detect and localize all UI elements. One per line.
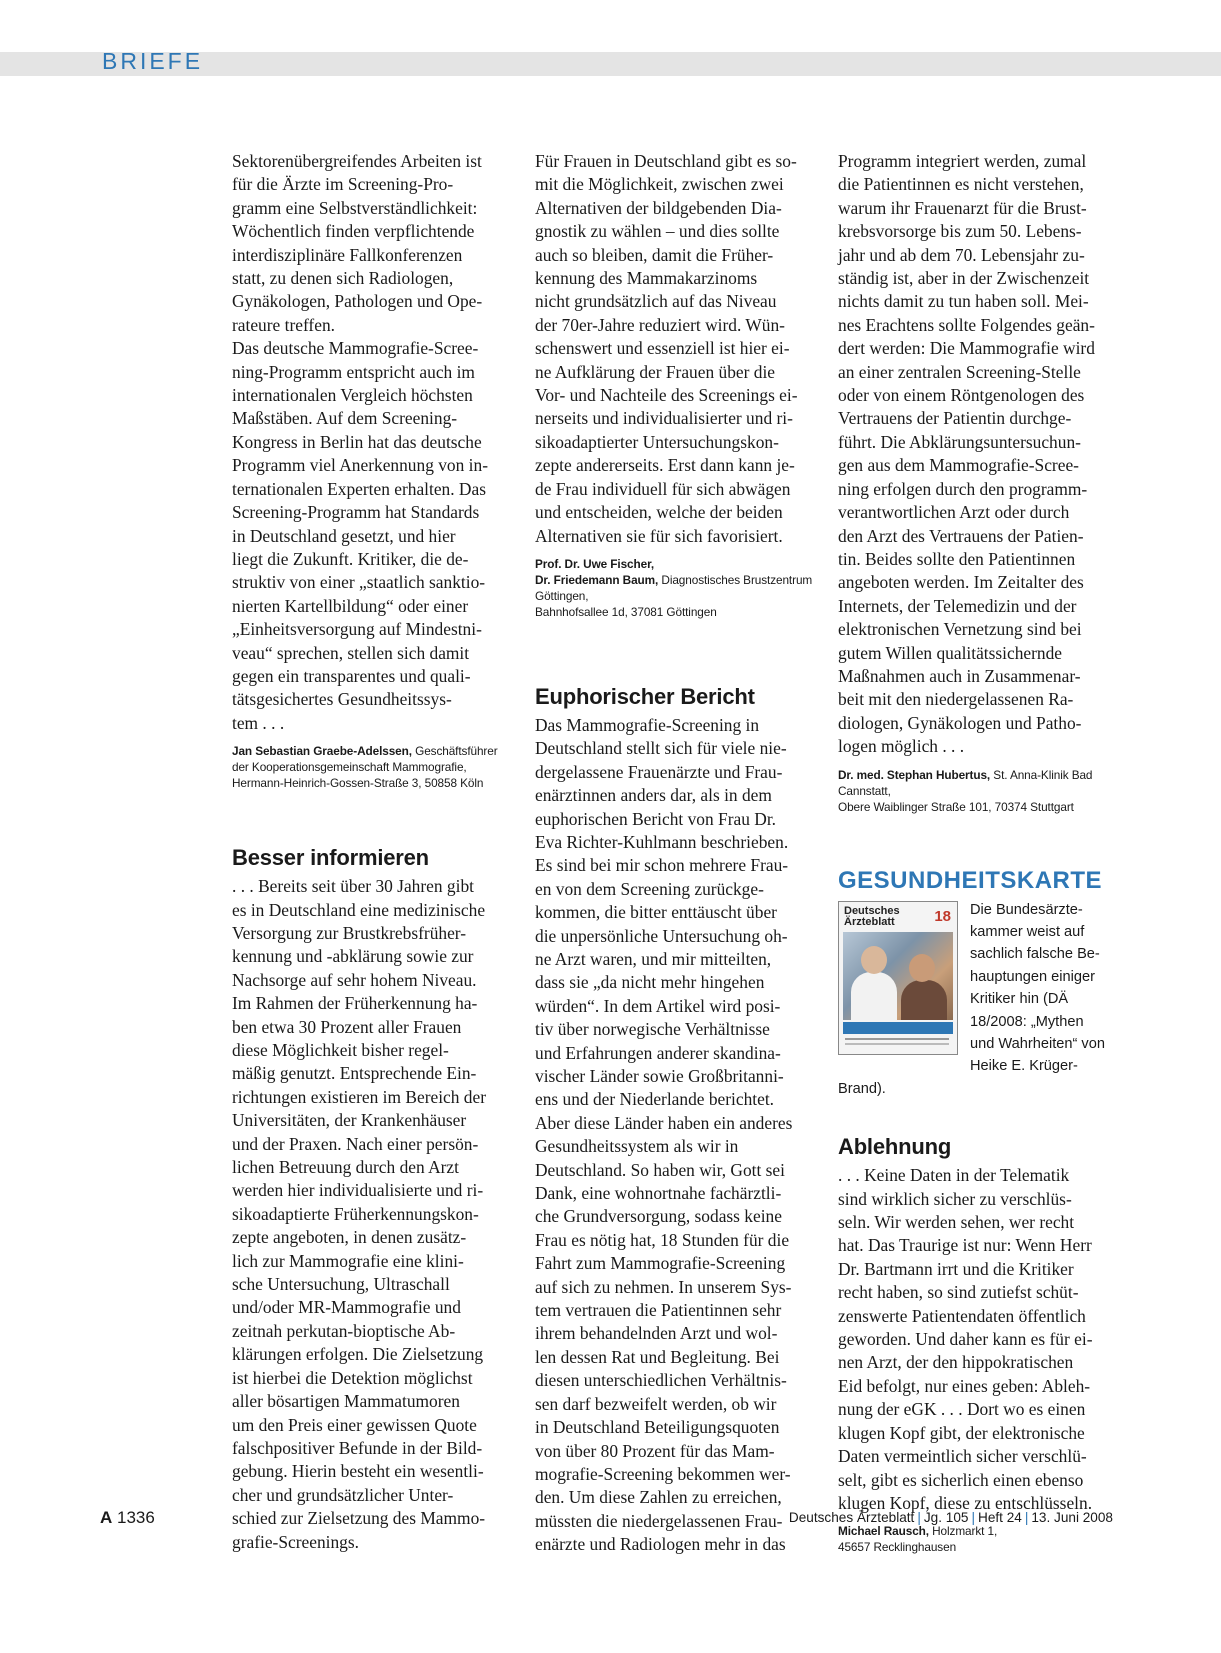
journal-date: 13. Juni 2008 bbox=[1031, 1510, 1113, 1525]
letter-2-signature bbox=[535, 556, 820, 620]
cover-text-lines bbox=[845, 1038, 949, 1040]
page-letter: A bbox=[100, 1508, 113, 1527]
gesundheitskarte-text-content: Die Bundesärzte- kammer weist auf sachlich falsche Be- hauptungen einiger Kritiker hin (DÄ 18/2008: „Mythen und Wahrheiten“ von Heike E. Krüger-Brand). bbox=[838, 901, 1105, 1097]
cover-masthead: Deutsches Ärzteblatt bbox=[844, 904, 900, 928]
letter-3-text: Das Mammografie-Screening in Deutschland stellt sich für viele nie- dergelassene Frauenärzte und Frau- enärztinnen anders dar, als in dem euphorischen Bericht von Frau Dr. Eva Richter-Kuhlmann beschrieben. Es sind bei mir schon mehrere Frau- en von dem Screening zurückge- kommen, die bitter enttäuscht über die unpersönliche Untersuchung oh- ne Arzt waren, und mir mitteilten, dass sie „da nicht mehr hingehen würden“. In dem Artikel wird posi- tiv über norwegische Verhältnisse und Erfahrungen anderer skandina- vischer Länder sowie Großbritanni- ens und der Niederlande berichtet. Aber diese Länder haben ein anderes Gesundheitssystem als wir in Deutschland. So haben wir, Gott sei Dank, eine wohnortnahe fachärztli- che Grundversorgung, sodass keine Frau es nötig hat, 18 Stunden für die Fahrt zum Mammografie-Screening auf sich zu nehmen. In unserem Sys- tem vertrauen die Patientinnen sehr ihrem behandelnden Arzt und wol- len dessen Rat und Begleitung. Bei diesen unterschiedlichen Verhältnis- sen darf bezweifelt werden, ob wir in Deutschland Beteiligungsquoten von über 80 Prozent für das Mam- mografie-Screening bekommen wer- den. Um diese Zahlen zu erreichen, müssten die niedergelassenen Frau- enärzte und Radiologen mehr in das bbox=[535, 714, 793, 1555]
letter-2-affiliation: Diagnostisches Brustzentrum Göttingen, Bahnhofsallee 1d, 37081 Göttingen bbox=[535, 572, 813, 619]
journal-footer: Deutsches Ärzteblatt | Jg. 105 | Heft 24 | 13. Juni 2008 bbox=[788, 1510, 1113, 1525]
journal-name: Deutsches Ärzteblatt bbox=[788, 1510, 915, 1525]
letter-3-text-continued: Programm integriert werden, zumal die Patientinnen es nicht verstehen, warum ihr Frauenarzt für die Brust- krebsvorsorge bis zum 50. Lebens- jahr und ab dem 70. Lebensjahr zu- ständig ist, aber in der Zwischenzeit nichts damit zu tun haben soll. Mei- nes Erachtens sollte Folgendes geän- dert werden: Die Mammografie wird an einer zentralen Screening-Stelle oder von einem Röntgenologen des Vertrauens der Patientin durchge- führt. Die Abklärungsuntersuchun- gen aus dem Mammografie-Scree- ning erfolgen durch den programm- verantwortlichen Arzt oder durch den Arzt des Vertrauens der Patien- tin. Beides sollte den Patientinnen angeboten werden. Im Zeitalter des Internets, der Telemedizin und der elektronischen Vernetzung sind bei gutem Willen qualitätssichernde Maßnahmen auch in Zusammenar- beit mit den niedergelassenen Ra- diologen, Gynäkologen und Patho- logen möglich . . . bbox=[838, 151, 1095, 757]
letter-3-author: Dr. med. Stephan Hubertus, bbox=[838, 767, 991, 782]
letter-2-text-continued: Für Frauen in Deutschland gibt es so- mit die Möglichkeit, zwischen zwei Alternativen der bildgebenden Dia- gnostik zu wählen – und dies sollte auch so bleiben, damit die Früher- kennung des Mammakarzinoms nicht grundsätzlich auf das Niveau der 70er-Jahre reduziert wird. Wün- schenswert und essenziell ist hier ei- ne Aufklärung der Frauen über die Vor- und Nachteile des Screenings ei- nerseits und individualisierter und ri- sikoadaptierter Untersuchungskon- zepte andererseits. Erst dann kann je- de Frau individuell für sich abwägen und entscheiden, welche der beiden Alternativen sie für sich favorisiert. bbox=[535, 151, 798, 546]
letter-2-text: . . . Bereits seit über 30 Jahren gibt es in Deutschland eine medizinische Versorgung zur Brustkrebsfrüher- kennung und -abklärung sowie zur Nachsorge auf sehr hohem Niveau. Im Rahmen der Früherkennung ha- ben etwa 30 Prozent aller Frauen diese Möglichkeit bisher regel- mäßig genutzt. Entsprechende Ein- richtungen existieren im Bereich der Universitäten, der Krankenhäuser und der Praxen. Nach einer persön- lichen Betreuung durch den Arzt werden hier individualisierte und ri- sikoadaptierte Früherkennungskon- zepte angeboten, in denen zusätz- lich zur Mammografie eine klini- sche Untersuchung, Ultraschall und/oder MR-Mammografie und zeitnah perkutan-bioptische Ab- klärungen erfolgen. Die Zielsetzung ist hierbei die Detektion möglichst aller bösartigen Mammatumoren um den Preis einer gewissen Quote falschpositiver Befunde in der Bild- gebung. Hierin besteht ein wesentli- cher und grundsätzlicher Unter- schied zur Zielsetzung des Mammo- grafie-Screenings. bbox=[232, 876, 486, 1552]
cover-issue-number: 18 bbox=[934, 907, 951, 925]
gesundheitskarte-box bbox=[838, 899, 1123, 1101]
column-1 bbox=[232, 150, 517, 1554]
cover-photo bbox=[843, 932, 953, 1020]
letter-1-author: Jan Sebastian Graebe-Adelssen, bbox=[232, 744, 412, 759]
magazine-cover-image bbox=[838, 901, 958, 1055]
cover-title-band bbox=[843, 1022, 953, 1034]
letter-2-authors: Prof. Dr. Uwe Fischer, Dr. Friedemann Baum, bbox=[535, 556, 659, 587]
heading-besser-informieren: Besser informieren bbox=[232, 845, 429, 871]
page-number bbox=[100, 1508, 155, 1528]
column-2 bbox=[535, 150, 820, 1557]
column-3 bbox=[838, 150, 1123, 1555]
letter-3-affiliation: St. Anna-Klinik Bad Cannstatt, Obere Waiblinger Straße 101, 70374 Stuttgart bbox=[838, 767, 1093, 814]
letter-1-affiliation: Geschäftsführer der Kooperationsgemeinschaft Mammografie, Hermann-Heinrich-Gossen-Straße 3, 50858 Köln bbox=[232, 744, 498, 791]
heading-ablehnung: Ablehnung bbox=[838, 1134, 952, 1160]
journal-issue: Heft 24 bbox=[978, 1510, 1022, 1525]
letter-4-address: Holzmarkt 1, 45657 Recklinghausen bbox=[838, 1524, 998, 1555]
gesundheitskarte-title: GESUNDHEITSKARTE bbox=[838, 866, 1103, 894]
letter-3-signature bbox=[838, 767, 1123, 815]
letter-1-signature bbox=[232, 743, 517, 791]
journal-volume: Jg. 105 bbox=[923, 1510, 969, 1525]
letter-4-author: Michael Rausch, bbox=[838, 1524, 929, 1539]
section-label: BRIEFE bbox=[102, 48, 204, 74]
page-number-value: 1336 bbox=[117, 1508, 155, 1527]
heading-euphorischer-bericht: Euphorischer Bericht bbox=[535, 683, 755, 709]
letter-4-text: . . . Keine Daten in der Telematik sind wirklich sicher zu verschlüs- seln. Wir werden sehen, wer recht hat. Das Traurige ist nur: Wenn Herr Dr. Bartmann irrt und die Kritiker recht haben, so sind zutiefst schüt- zenswerte Patientendaten öffentlich geworden. Und daher kann es für ei- nen Arzt, der den hippokratischen Eid befolgt, nur eines geben: Ableh- nung der eGK . . . Dort wo es einen klugen Kopf gibt, der elektronische Daten vermeintlich sicher verschlü- selt, gibt es sicherlich einen ebenso klugen Kopf, diese zu entschlüsseln. bbox=[838, 1165, 1093, 1513]
letter-4-signature bbox=[838, 1523, 1123, 1555]
letter-1-text: Sektorenübergreifendes Arbeiten ist für die Ärzte im Screening-Pro- gramm eine Selbstverständlichkeit: Wöchentlich finden verpflichtende interdisziplinäre Fallkonferenzen statt, zu denen sich Radiologen, Gynäkologen, Pathologen und Ope- rateure treffen. Das deutsche Mammografie-Scree- ning-Programm entspricht auch im internationalen Vergleich höchsten Maßstäben. Auf dem Screening- Kongress in Berlin hat das deutsche Programm viel Anerkennung von in- ternationalen Experten erhalten. Das Screening-Programm hat Standards in Deutschland gesetzt, und hier liegt die Zukunft. Kritiker, die de- struktiv von einer „staatlich sanktio- nierten Kartellbildung“ oder einer „Einheitsversorgung auf Mindestni- veau“ sprechen, stellen sich damit gegen ein transparentes und quali- tätsgesichertes Gesundheitssys- tem . . . bbox=[232, 151, 488, 733]
